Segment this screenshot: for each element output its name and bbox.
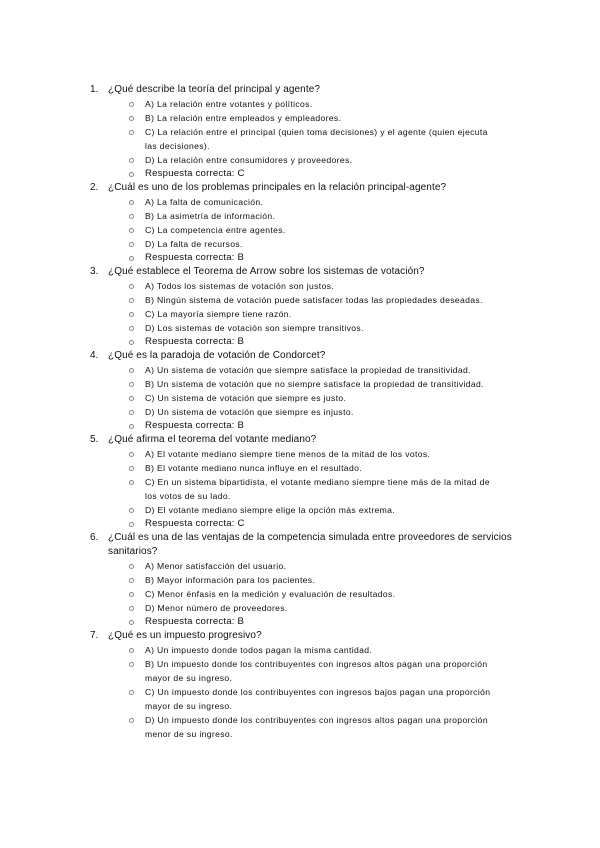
circle-bullet-icon [129, 508, 134, 513]
circle-bullet-icon [129, 340, 134, 345]
option-text: Respuesta correcta: B [145, 336, 245, 347]
option-text: B) La asimetría de información. [145, 211, 276, 221]
circle-bullet-icon [129, 284, 134, 289]
option-item [0, 601, 500, 615]
options-list [0, 195, 600, 265]
option-item [0, 363, 500, 377]
circle-bullet-icon [129, 396, 134, 401]
question-number: 7. [90, 630, 99, 641]
options-list [0, 97, 600, 181]
option-text: A) Todos los sistemas de votación son justos. [145, 281, 334, 291]
circle-bullet-icon [129, 480, 134, 485]
options-list [0, 279, 600, 349]
circle-bullet-icon [129, 382, 134, 387]
options-list [0, 447, 600, 531]
circle-bullet-icon [129, 228, 134, 233]
option-item [0, 559, 500, 573]
option-text: Respuesta correcta: B [145, 252, 245, 263]
option-text: D) Menor número de proveedores. [145, 603, 288, 613]
option-text: C) En un sistema bipartidista, el votante mediano siempre tiene más de la mitad de los votos de su lado. [145, 477, 490, 501]
option-item [0, 223, 500, 237]
circle-bullet-icon [129, 116, 134, 121]
option-text: A) Menor satisfacción del usuario. [145, 561, 287, 571]
option-item [0, 293, 500, 307]
option-text: C) Un sistema de votación que siempre es justo. [145, 393, 347, 403]
correct-answer [0, 419, 500, 433]
circle-bullet-icon [129, 578, 134, 583]
option-text: C) La mayoría siempre tiene razón. [145, 309, 292, 319]
option-item [0, 237, 500, 251]
question-item [0, 349, 600, 433]
question-text: ¿Qué establece el Teorema de Arrow sobre los sistemas de votación? [108, 266, 425, 277]
circle-bullet-icon [129, 214, 134, 219]
option-text: Respuesta correcta: B [145, 616, 245, 627]
option-text: A) La relación entre votantes y políticos. [145, 99, 313, 109]
circle-bullet-icon [129, 564, 134, 569]
option-text: Respuesta correcta: C [145, 518, 245, 529]
quiz-document [0, 83, 600, 741]
option-item [0, 461, 500, 475]
correct-answer [0, 251, 500, 265]
question-number: 1. [90, 84, 99, 95]
option-text: Respuesta correcta: B [145, 420, 245, 431]
option-item [0, 405, 500, 419]
option-text: B) Ningún sistema de votación puede satisfacer todas las propiedades deseadas. [145, 295, 483, 305]
option-item [0, 657, 500, 685]
options-list [0, 559, 600, 629]
option-item [0, 125, 500, 153]
question-number: 4. [90, 350, 99, 361]
circle-bullet-icon [129, 592, 134, 597]
option-text: B) El votante mediano nunca influye en el resultado. [145, 463, 362, 473]
option-text: B) Un sistema de votación que no siempre satisface la propiedad de transitividad. [145, 379, 484, 389]
options-list [0, 363, 600, 433]
question-item [0, 181, 600, 265]
correct-answer [0, 517, 500, 531]
circle-bullet-icon [129, 242, 134, 247]
circle-bullet-icon [129, 172, 134, 177]
circle-bullet-icon [129, 256, 134, 261]
circle-bullet-icon [129, 648, 134, 653]
option-item [0, 685, 500, 713]
question-text: ¿Qué es la paradoja de votación de Condorcet? [108, 350, 326, 361]
question-number: 5. [90, 434, 99, 445]
option-item [0, 209, 500, 223]
option-item [0, 713, 500, 741]
question-number: 3. [90, 266, 99, 277]
circle-bullet-icon [129, 102, 134, 107]
option-item [0, 307, 500, 321]
question-item [0, 83, 600, 181]
circle-bullet-icon [129, 130, 134, 135]
circle-bullet-icon [129, 158, 134, 163]
circle-bullet-icon [129, 606, 134, 611]
question-item [0, 531, 600, 629]
option-item [0, 97, 500, 111]
option-text: A) El votante mediano siempre tiene menos de la mitad de los votos. [145, 449, 431, 459]
option-text: C) La relación entre el principal (quien toma decisiones) y el agente (quien ejecuta las decisiones). [145, 127, 488, 151]
circle-bullet-icon [129, 718, 134, 723]
option-item [0, 503, 500, 517]
circle-bullet-icon [129, 620, 134, 625]
option-text: Respuesta correcta: C [145, 168, 245, 179]
circle-bullet-icon [129, 368, 134, 373]
option-item [0, 573, 500, 587]
question-text: ¿Qué es un impuesto progresivo? [108, 630, 262, 641]
option-text: A) Un sistema de votación que siempre satisface la propiedad de transitividad. [145, 365, 471, 375]
option-text: D) Un sistema de votación que siempre es injusto. [145, 407, 354, 417]
question-number: 2. [90, 182, 99, 193]
options-list [0, 643, 600, 741]
circle-bullet-icon [129, 326, 134, 331]
option-text: C) La competencia entre agentes. [145, 225, 286, 235]
option-text: D) Un impuesto donde los contribuyentes con ingresos altos pagan una proporción menor de su ingreso. [145, 715, 488, 739]
circle-bullet-icon [129, 424, 134, 429]
circle-bullet-icon [129, 200, 134, 205]
option-item [0, 447, 500, 461]
circle-bullet-icon [129, 298, 134, 303]
correct-answer [0, 335, 500, 349]
question-item [0, 629, 600, 741]
option-item [0, 153, 500, 167]
option-item [0, 391, 500, 405]
question-number: 6. [90, 532, 99, 543]
option-text: A) Un impuesto donde todos pagan la misma cantidad. [145, 645, 373, 655]
circle-bullet-icon [129, 452, 134, 457]
option-item [0, 643, 500, 657]
option-item [0, 321, 500, 335]
option-item [0, 195, 500, 209]
option-text: C) Un impuesto donde los contribuyentes con ingresos bajos pagan una proporción mayor de su ingreso. [145, 687, 491, 711]
option-text: C) Menor énfasis en la medición y evaluación de resultados. [145, 589, 396, 599]
question-text: ¿Qué afirma el teorema del votante mediano? [108, 434, 317, 445]
circle-bullet-icon [129, 690, 134, 695]
option-text: A) La falta de comunicación. [145, 197, 264, 207]
correct-answer [0, 167, 500, 181]
question-item [0, 265, 600, 349]
option-text: D) Los sistemas de votación son siempre transitivos. [145, 323, 364, 333]
option-item [0, 475, 500, 503]
circle-bullet-icon [129, 522, 134, 527]
circle-bullet-icon [129, 410, 134, 415]
circle-bullet-icon [129, 466, 134, 471]
option-item [0, 587, 500, 601]
option-text: B) Mayor información para los pacientes. [145, 575, 316, 585]
option-text: D) El votante mediano siempre elige la opción más extrema. [145, 505, 396, 515]
question-text: ¿Cuál es uno de los problemas principales en la relación principal-agente? [108, 182, 447, 193]
question-text: ¿Cuál es una de las ventajas de la competencia simulada entre proveedores de servicios sanitarios? [108, 532, 512, 557]
option-item [0, 279, 500, 293]
circle-bullet-icon [129, 662, 134, 667]
question-item [0, 433, 600, 531]
option-item [0, 111, 500, 125]
option-text: D) La falta de recursos. [145, 239, 243, 249]
option-text: D) La relación entre consumidores y proveedores. [145, 155, 353, 165]
question-text: ¿Qué describe la teoría del principal y agente? [108, 84, 321, 95]
option-text: B) Un impuesto donde los contribuyentes con ingresos altos pagan una proporción mayor de su ingreso. [145, 659, 488, 683]
option-item [0, 377, 500, 391]
correct-answer [0, 615, 500, 629]
option-text: B) La relación entre empleados y empleadores. [145, 113, 342, 123]
circle-bullet-icon [129, 312, 134, 317]
